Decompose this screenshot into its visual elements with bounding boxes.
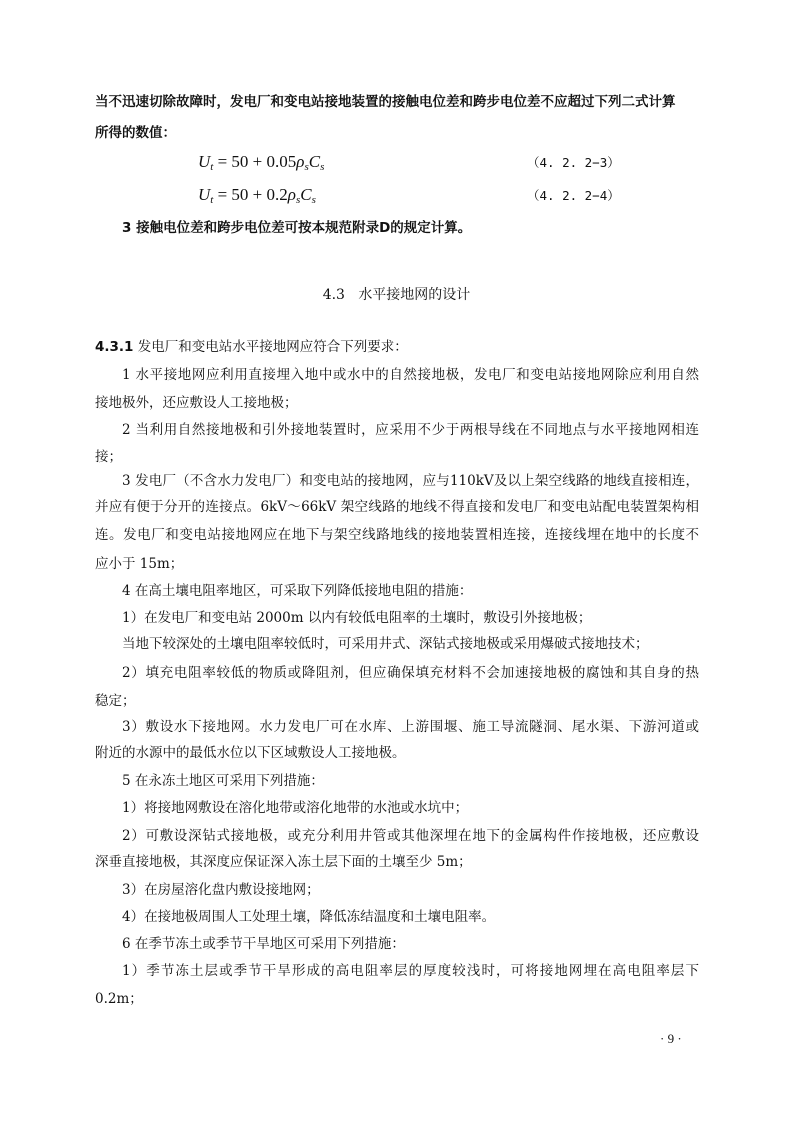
paragraph-line: 2）可敷设深钻式接地极，或充分利用井管或其他深埋在地下的金属构件作接地极，还应敷设 [122,828,699,844]
paragraph-line: 3 发电厂（不含水力发电厂）和变电站的接地网，应与110kV及以上架空线路的地线直接相连， [122,473,699,489]
paragraph-line: 6 在季节冻土或季节干旱地区可采用下列措施： [122,936,405,952]
paragraph-line: 应小于 15m； [95,556,184,572]
paragraph-line: 连。发电厂和变电站接地网应在地下与架空线路地线的接地装置相连接，连接线埋在地中的长度不 [95,527,699,543]
paragraph-line: 接地极外，还应敷设人工接地极； [95,395,298,411]
formula-subscript: t [210,161,214,173]
paragraph-line: 4）在接地极周围人工处理土壤，降低冻结温度和土壤电阻率。 [122,909,496,925]
formula-symbol: ρ [296,152,305,171]
page-number: · 9 · [660,1031,682,1046]
formula-4-2-2-3 [198,151,324,178]
formula-subscript: s [320,161,325,173]
formula-4-2-2-4 [198,184,316,211]
paragraph-line: 3）敷设水下接地网。水力发电厂可在水库、上游围堰、施工导流隧洞、尾水渠、下游河道或 [122,719,699,735]
paragraph-line: 1 水平接地网应利用直接埋入地中或水中的自然接地极，发电厂和变电站接地网除应利用自然 [122,367,699,383]
paragraph-line: 当不迅速切除故障时，发电厂和变电站接地装置的接触电位差和跨步电位差不应超过下列二式计算 [95,94,676,110]
paragraph-line: 接； [95,449,122,465]
formula-symbol: C [300,185,312,204]
formula-subscript: s [311,194,316,206]
paragraph-line: 所得的数值： [95,125,176,141]
paragraph-line: 3 接触电位差和跨步电位差可按本规范附录D的规定计算。 [122,220,472,236]
section-number: 4.3 [322,287,345,303]
formula-symbol: U [198,185,211,204]
paragraph-line: 当地下较深处的土壤电阻率较低时，可采用井式、深钻式接地极或采用爆破式接地技术； [122,636,649,652]
paragraph-line: 1）季节冻土层或季节干旱形成的高电阻率层的厚度较浅时，可将接地网埋在高电阻率层下 [122,963,699,979]
section-heading [0,285,793,305]
paragraph-line: 5 在永冻土地区可采用下列措施： [122,773,324,789]
paragraph-line: 2 当利用自然接地极和引外接地装置时，应采用不少于两根导线在不同地点与水平接地网相连 [122,422,699,438]
paragraph-line: 2）填充电阻率较低的物质或降阻剂，但应确保填充材料不会加速接地极的腐蚀和其自身的热 [122,665,699,681]
paragraph-line: 附近的水源中的最低水位以下区域敷设人工接地极。 [95,745,406,761]
formula-subscript: t [210,194,214,206]
paragraph-line: 4 在高土壤电阻率地区，可采取下列降低接地电阻的措施： [122,583,473,599]
formula-subscript: s [295,194,301,206]
equation-number: （4. 2. 2−3） [527,155,620,170]
paragraph-line: 1）在发电厂和变电站 2000m 以内有较低电阻率的土壤时，敷设引外接地极； [122,610,592,626]
paragraph-line: 0.2m； [95,991,143,1007]
paragraph-line: 3）在房屋溶化盘内敷设接地网； [122,882,320,898]
paragraph-line: 深垂直接地极，其深度应保证深入冻土层下面的土壤至少 5m； [95,854,472,870]
formula-expression: = 50 + 0.05 [213,152,297,171]
paragraph-line: 1）将接地网敷设在溶化地带或溶化地带的水池或水坑中； [122,800,469,816]
clause-line [95,337,699,357]
formula-subscript: s [304,161,309,173]
formula-expression: = 50 + 0.2 [213,185,288,204]
formula-symbol: C [308,152,321,171]
paragraph-line: 稳定； [95,693,136,709]
clause-number: 4.3.1 [95,339,134,355]
formula-symbol: U [198,152,211,171]
clause-text: 发电厂和变电站水平接地网应符合下列要求： [137,339,408,355]
equation-number: （4. 2. 2−4） [527,188,620,203]
section-title: 水平接地网的设计 [358,287,471,303]
formula-symbol: ρ [287,185,296,204]
paragraph-line: 并应有便于分开的连接点。6kV～66kV 架空线路的地线不得直接和发电厂和变电站配电装置架构相 [95,499,699,515]
